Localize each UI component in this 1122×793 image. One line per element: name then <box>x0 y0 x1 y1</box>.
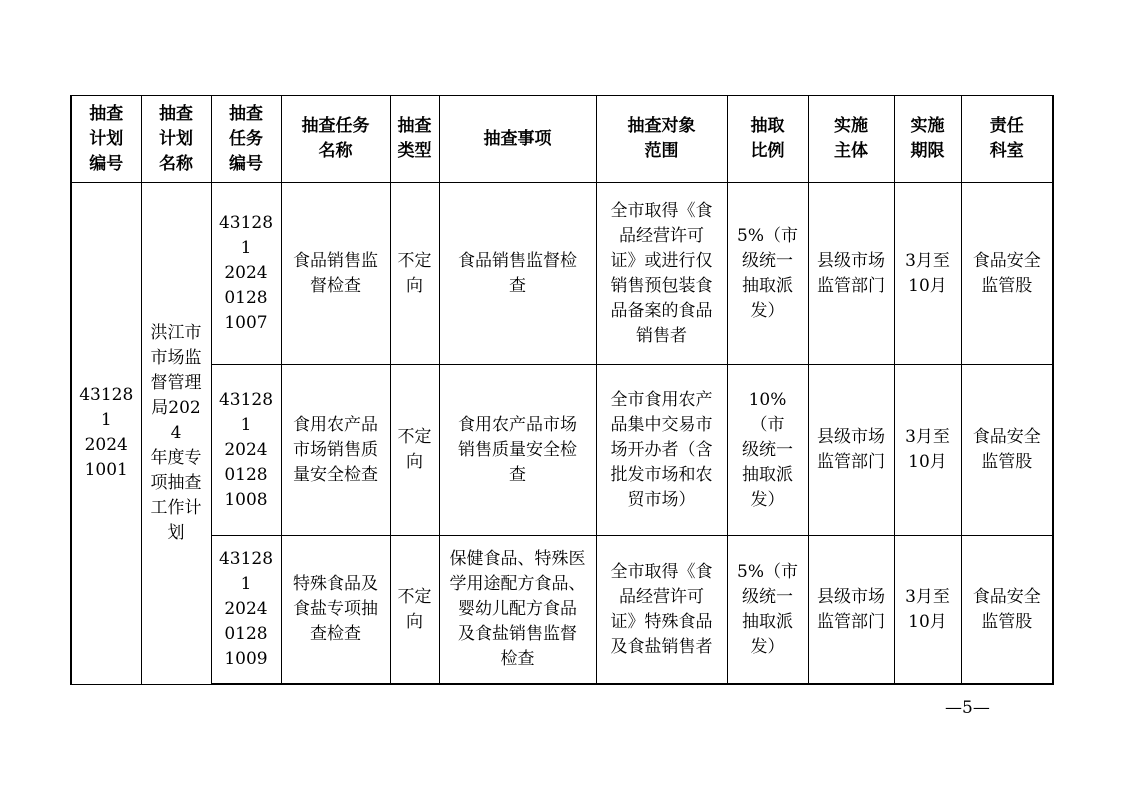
cell-text-line: 品备案的食品 <box>610 300 713 321</box>
cell-text-line: 431281 <box>218 549 274 594</box>
cell-text-line: 抽取派 <box>742 611 793 632</box>
implementing-body-cell <box>808 183 894 365</box>
header-responsible-dept <box>961 96 1053 183</box>
cell-text-line: 年度专 <box>150 447 202 468</box>
cell-text-line: 431281 <box>218 389 274 435</box>
cell-text-line: 431281 <box>218 213 274 258</box>
cell-text-line: 监管部门 <box>817 611 885 632</box>
page-number: —5— <box>945 698 990 718</box>
cell-text-line: 品集中交易市 <box>610 414 713 435</box>
cell-text-line: 食用农产品市场 <box>458 414 577 435</box>
cell-text-line: 2024 <box>224 439 268 460</box>
cell-text-line: 批发市场和农 <box>610 464 713 485</box>
cell-text-line: 编号 <box>89 153 124 174</box>
cell-text-line: 工作计 <box>150 497 202 518</box>
cell-text-line: 向 <box>406 452 423 472</box>
inspection-scope-cell <box>596 536 727 685</box>
inspection-type-cell <box>390 183 439 365</box>
table-row <box>71 365 1053 536</box>
cell-text-line: 431281 <box>79 385 134 431</box>
cell-text-line: 局2024 <box>151 397 201 443</box>
cell-text-line: 市场销售质 <box>293 439 378 460</box>
cell-text-line: 督管理 <box>150 372 202 393</box>
cell-text-line: 食盐专项抽 <box>293 599 378 619</box>
cell-text-line: 监管股 <box>981 611 1033 632</box>
cell-text-line: 县级市场 <box>817 586 885 607</box>
cell-text-line: 实施 <box>910 116 945 136</box>
cell-text-line: 0128 <box>224 288 268 308</box>
task-name-cell <box>281 183 390 365</box>
cell-text-line: 编号 <box>229 153 263 174</box>
inspection-scope-cell <box>596 365 727 536</box>
cell-text-line: 查检查 <box>310 624 361 644</box>
header-inspection-scope <box>596 96 727 183</box>
cell-text-line: 10月 <box>908 275 947 296</box>
cell-text-line: 贸市场） <box>627 489 696 510</box>
cell-text-line: 销售质量安全检 <box>458 439 577 460</box>
task-number-cell <box>211 536 281 685</box>
cell-text-line: 划 <box>167 522 185 543</box>
cell-text-line: 全市取得《食 <box>610 561 713 582</box>
cell-text-line: 保健食品、特殊医 <box>449 549 586 569</box>
cell-text-line: 销售者 <box>636 325 687 346</box>
responsible-dept-cell <box>961 183 1053 365</box>
cell-text-line: 抽查 <box>89 103 124 124</box>
cell-text-line: 学用途配方食品、 <box>449 574 586 594</box>
cell-text-line: 10月 <box>908 452 947 472</box>
cell-text-line: 向 <box>406 611 423 632</box>
inspection-type-cell <box>390 536 439 685</box>
cell-text-line: 发） <box>750 489 785 510</box>
cell-text-line: 量安全检查 <box>293 464 378 485</box>
cell-text-line: 县级市场 <box>817 250 885 271</box>
cell-text-line: 抽取派 <box>742 464 793 485</box>
inspection-scope-cell <box>596 183 727 365</box>
cell-text-line: 场开办者（含 <box>610 439 713 460</box>
cell-text-line: 名称 <box>318 141 353 161</box>
implementation-period-cell <box>894 183 961 365</box>
cell-text-line: 及食盐销售监督 <box>458 624 577 644</box>
cell-text-line: 监管部门 <box>817 275 885 296</box>
cell-text-line: 2024 <box>224 263 268 283</box>
table-row <box>71 536 1053 685</box>
plan-number-cell <box>71 183 141 685</box>
cell-text-line: 0128 <box>224 464 268 485</box>
cell-text-line: 检查 <box>500 649 535 669</box>
cell-text-line: 1009 <box>224 649 268 669</box>
cell-text-line: 1007 <box>224 313 268 333</box>
cell-text-line: 2024 <box>224 599 268 619</box>
cell-text-line: 发） <box>750 636 785 657</box>
header-implementation-period <box>894 96 961 183</box>
cell-text-line: 食品安全 <box>972 250 1041 271</box>
inspection-matter-cell <box>439 365 596 536</box>
cell-text-line: 发） <box>750 300 785 321</box>
cell-text-line: 名称 <box>159 153 193 174</box>
cell-text-line: 责任 <box>989 116 1024 136</box>
cell-text-line: 证》或进行仅 <box>610 250 713 271</box>
cell-text-line: 1008 <box>224 489 268 510</box>
sampling-ratio-cell <box>727 183 808 365</box>
cell-text-line: 食品销售监 <box>293 250 378 271</box>
cell-text-line: 及食盐销售者 <box>610 636 713 657</box>
cell-text-line: 级统一 <box>742 586 793 607</box>
implementation-period-cell <box>894 365 961 536</box>
cell-text-line: 项抽查 <box>150 472 202 493</box>
cell-text-line: 计划 <box>89 128 124 149</box>
cell-text-line: 3月至 <box>905 250 950 271</box>
cell-text-line: 食品销售监督检 <box>458 250 577 271</box>
inspection-matter-cell <box>439 183 596 365</box>
task-number-cell <box>211 365 281 536</box>
implementing-body-cell <box>808 365 894 536</box>
cell-text-line: 主体 <box>834 141 868 161</box>
cell-text-line: 品经营许可 <box>619 225 704 246</box>
header-task-name <box>281 96 390 183</box>
inspection-plan-table <box>70 95 1054 685</box>
cell-text-line: 查 <box>509 464 526 485</box>
cell-text-line: 抽查 <box>159 103 193 124</box>
cell-text-line: 3月至 <box>905 427 950 447</box>
cell-text-line: 督检查 <box>310 275 361 296</box>
cell-text-line: 县级市场 <box>817 427 885 447</box>
cell-text-line: 级统一 <box>742 250 793 271</box>
cell-text-line: 监管部门 <box>817 452 885 472</box>
cell-text-line: 食品安全 <box>972 427 1041 447</box>
implementation-period-cell <box>894 536 961 685</box>
cell-text-line: 向 <box>406 275 423 296</box>
cell-text-line: 0128 <box>224 624 268 644</box>
cell-text-line: 市场监 <box>150 347 202 368</box>
cell-text-line: 科室 <box>989 141 1024 161</box>
cell-text-line: 5%（市 <box>737 561 798 582</box>
inspection-matter-cell <box>439 536 596 685</box>
table-row <box>71 183 1053 365</box>
cell-text-line: 10月 <box>908 611 947 632</box>
cell-text-line: 任务 <box>229 128 263 149</box>
cell-text-line: 不定 <box>397 586 432 607</box>
cell-text-line: 证》特殊食品 <box>610 611 713 632</box>
cell-text-line: 比例 <box>750 141 785 161</box>
task-name-cell <box>281 365 390 536</box>
cell-text-line: 品经营许可 <box>619 586 704 607</box>
cell-text-line: 实施 <box>834 116 868 136</box>
sampling-ratio-cell <box>727 365 808 536</box>
cell-text-line: 全市食用农产 <box>610 389 713 410</box>
cell-text-line: 抽查 <box>229 103 263 124</box>
cell-text-line: 抽取派 <box>742 275 793 296</box>
cell-text-line: 3月至 <box>905 586 950 607</box>
cell-text-line: 5%（市 <box>737 225 798 246</box>
cell-text-line: 2024 <box>84 435 128 456</box>
header-task-number <box>211 96 281 183</box>
task-name-cell <box>281 536 390 685</box>
sampling-ratio-cell <box>727 536 808 685</box>
cell-text-line: 查 <box>509 275 526 296</box>
cell-text-line: 类型 <box>397 141 432 161</box>
cell-text-line: 级统一 <box>742 439 793 460</box>
cell-text-line: 抽查对象 <box>627 116 696 136</box>
cell-text-line: 抽查事项 <box>483 128 552 149</box>
cell-text-line: 特殊食品及 <box>293 574 378 594</box>
cell-text-line: 监管股 <box>981 452 1033 472</box>
header-inspection-matter <box>439 96 596 183</box>
header-plan-name <box>141 96 211 183</box>
cell-text-line: 期限 <box>910 141 945 161</box>
header-inspection-type <box>390 96 439 183</box>
header-row <box>71 96 1053 183</box>
cell-text-line: 洪江市 <box>150 322 202 343</box>
responsible-dept-cell <box>961 365 1053 536</box>
cell-text-line: 食品安全 <box>972 586 1041 607</box>
header-implementing-body <box>808 96 894 183</box>
header-plan-number <box>71 96 141 183</box>
cell-text-line: 监管股 <box>981 275 1033 296</box>
implementing-body-cell <box>808 536 894 685</box>
header-sampling-ratio <box>727 96 808 183</box>
cell-text-line: 不定 <box>397 427 432 447</box>
cell-text-line: 抽查任务 <box>301 116 370 136</box>
cell-text-line: 范围 <box>644 141 679 161</box>
cell-text-line: 食用农产品 <box>293 414 378 435</box>
cell-text-line: 计划 <box>159 128 193 149</box>
inspection-type-cell <box>390 365 439 536</box>
cell-text-line: 全市取得《食 <box>610 200 713 221</box>
cell-text-line: 抽取 <box>750 116 785 136</box>
plan-name-cell <box>141 183 211 685</box>
cell-text-line: 抽查 <box>397 116 432 136</box>
cell-text-line: 10%（市 <box>748 389 787 435</box>
cell-text-line: 婴幼儿配方食品 <box>458 599 577 619</box>
cell-text-line: 不定 <box>397 250 432 271</box>
cell-text-line: 1001 <box>84 460 128 481</box>
cell-text-line: 销售预包装食 <box>610 275 713 296</box>
task-number-cell <box>211 183 281 365</box>
responsible-dept-cell <box>961 536 1053 685</box>
